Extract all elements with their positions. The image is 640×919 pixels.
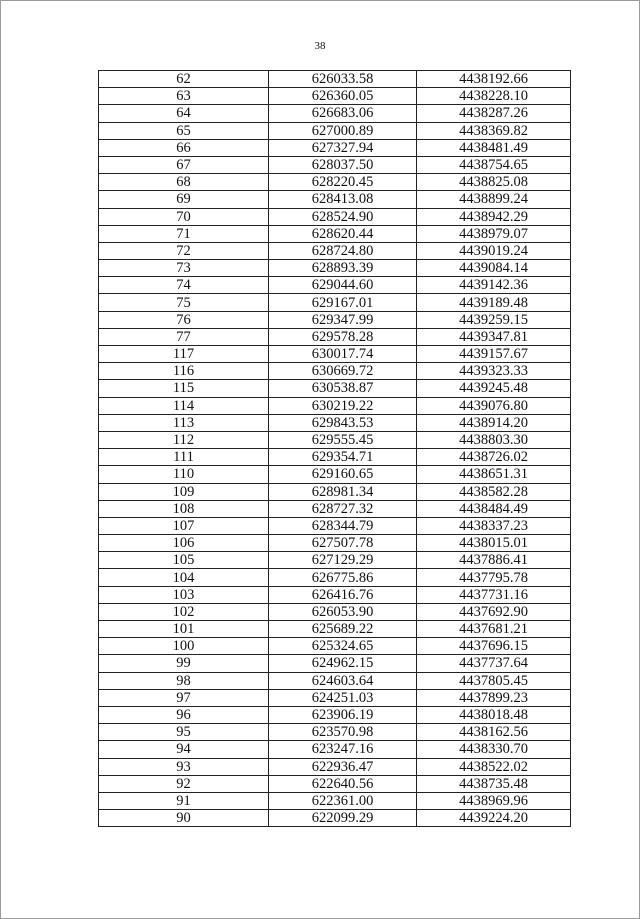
y-coordinate-cell: 4438803.30 bbox=[417, 431, 571, 448]
x-coordinate-cell: 623906.19 bbox=[269, 706, 417, 723]
point-number-cell: 90 bbox=[99, 810, 269, 827]
point-number-cell: 105 bbox=[99, 552, 269, 569]
y-coordinate-cell: 4438337.23 bbox=[417, 517, 571, 534]
point-number-cell: 96 bbox=[99, 706, 269, 723]
point-number-cell: 106 bbox=[99, 535, 269, 552]
x-coordinate-cell: 627129.29 bbox=[269, 552, 417, 569]
point-number-cell: 70 bbox=[99, 208, 269, 225]
point-number-cell: 111 bbox=[99, 449, 269, 466]
point-number-cell: 62 bbox=[99, 71, 269, 88]
x-coordinate-cell: 625324.65 bbox=[269, 638, 417, 655]
y-coordinate-cell: 4438979.07 bbox=[417, 225, 571, 242]
point-number-cell: 64 bbox=[99, 105, 269, 122]
table-row bbox=[99, 363, 571, 380]
y-coordinate-cell: 4437886.41 bbox=[417, 552, 571, 569]
table-row bbox=[99, 552, 571, 569]
x-coordinate-cell: 626683.06 bbox=[269, 105, 417, 122]
point-number-cell: 75 bbox=[99, 294, 269, 311]
y-coordinate-cell: 4438481.49 bbox=[417, 139, 571, 156]
table-row bbox=[99, 689, 571, 706]
point-number-cell: 68 bbox=[99, 174, 269, 191]
point-number-cell: 69 bbox=[99, 191, 269, 208]
x-coordinate-cell: 627327.94 bbox=[269, 139, 417, 156]
x-coordinate-cell: 629555.45 bbox=[269, 431, 417, 448]
x-coordinate-cell: 626416.76 bbox=[269, 586, 417, 603]
table-row bbox=[99, 517, 571, 534]
x-coordinate-cell: 623247.16 bbox=[269, 741, 417, 758]
y-coordinate-cell: 4437731.16 bbox=[417, 586, 571, 603]
x-coordinate-cell: 626775.86 bbox=[269, 569, 417, 586]
table-row bbox=[99, 311, 571, 328]
table-row bbox=[99, 346, 571, 363]
point-number-cell: 110 bbox=[99, 466, 269, 483]
y-coordinate-cell: 4439323.33 bbox=[417, 363, 571, 380]
point-number-cell: 100 bbox=[99, 638, 269, 655]
point-number-cell: 66 bbox=[99, 139, 269, 156]
x-coordinate-cell: 624603.64 bbox=[269, 672, 417, 689]
table-row bbox=[99, 586, 571, 603]
table-row bbox=[99, 483, 571, 500]
x-coordinate-cell: 628981.34 bbox=[269, 483, 417, 500]
table-row bbox=[99, 638, 571, 655]
y-coordinate-cell: 4439084.14 bbox=[417, 260, 571, 277]
point-number-cell: 63 bbox=[99, 88, 269, 105]
point-number-cell: 97 bbox=[99, 689, 269, 706]
coordinate-table-body bbox=[99, 71, 571, 827]
y-coordinate-cell: 4438825.08 bbox=[417, 174, 571, 191]
y-coordinate-cell: 4439142.36 bbox=[417, 277, 571, 294]
table-row bbox=[99, 294, 571, 311]
page-number: 38 bbox=[314, 40, 326, 52]
y-coordinate-cell: 4438369.82 bbox=[417, 122, 571, 139]
table-row bbox=[99, 414, 571, 431]
table-row bbox=[99, 122, 571, 139]
x-coordinate-cell: 628344.79 bbox=[269, 517, 417, 534]
x-coordinate-cell: 624962.15 bbox=[269, 655, 417, 672]
point-number-cell: 92 bbox=[99, 775, 269, 792]
x-coordinate-cell: 630017.74 bbox=[269, 346, 417, 363]
x-coordinate-cell: 623570.98 bbox=[269, 724, 417, 741]
x-coordinate-cell: 628620.44 bbox=[269, 225, 417, 242]
y-coordinate-cell: 4438899.24 bbox=[417, 191, 571, 208]
table-row bbox=[99, 105, 571, 122]
point-number-cell: 109 bbox=[99, 483, 269, 500]
y-coordinate-cell: 4438735.48 bbox=[417, 775, 571, 792]
x-coordinate-cell: 630219.22 bbox=[269, 397, 417, 414]
y-coordinate-cell: 4439245.48 bbox=[417, 380, 571, 397]
table-row bbox=[99, 156, 571, 173]
x-coordinate-cell: 629843.53 bbox=[269, 414, 417, 431]
y-coordinate-cell: 4439347.81 bbox=[417, 328, 571, 345]
x-coordinate-cell: 628220.45 bbox=[269, 174, 417, 191]
y-coordinate-cell: 4437899.23 bbox=[417, 689, 571, 706]
table-row bbox=[99, 431, 571, 448]
y-coordinate-cell: 4439224.20 bbox=[417, 810, 571, 827]
y-coordinate-cell: 4438726.02 bbox=[417, 449, 571, 466]
point-number-cell: 116 bbox=[99, 363, 269, 380]
x-coordinate-cell: 628727.32 bbox=[269, 500, 417, 517]
point-number-cell: 102 bbox=[99, 603, 269, 620]
point-number-cell: 103 bbox=[99, 586, 269, 603]
table-row bbox=[99, 535, 571, 552]
x-coordinate-cell: 630669.72 bbox=[269, 363, 417, 380]
table-row bbox=[99, 139, 571, 156]
table-row bbox=[99, 449, 571, 466]
y-coordinate-cell: 4438192.66 bbox=[417, 71, 571, 88]
y-coordinate-cell: 4438330.70 bbox=[417, 741, 571, 758]
x-coordinate-cell: 628524.90 bbox=[269, 208, 417, 225]
y-coordinate-cell: 4438484.49 bbox=[417, 500, 571, 517]
y-coordinate-cell: 4438287.26 bbox=[417, 105, 571, 122]
x-coordinate-cell: 622936.47 bbox=[269, 758, 417, 775]
point-number-cell: 114 bbox=[99, 397, 269, 414]
x-coordinate-cell: 628724.80 bbox=[269, 242, 417, 259]
table-row bbox=[99, 810, 571, 827]
point-number-cell: 98 bbox=[99, 672, 269, 689]
y-coordinate-cell: 4438582.28 bbox=[417, 483, 571, 500]
point-number-cell: 93 bbox=[99, 758, 269, 775]
x-coordinate-cell: 626053.90 bbox=[269, 603, 417, 620]
x-coordinate-cell: 625689.22 bbox=[269, 621, 417, 638]
x-coordinate-cell: 628037.50 bbox=[269, 156, 417, 173]
y-coordinate-cell: 4439259.15 bbox=[417, 311, 571, 328]
table-row bbox=[99, 174, 571, 191]
x-coordinate-cell: 629044.60 bbox=[269, 277, 417, 294]
point-number-cell: 72 bbox=[99, 242, 269, 259]
table-row bbox=[99, 277, 571, 294]
table-row bbox=[99, 775, 571, 792]
y-coordinate-cell: 4438651.31 bbox=[417, 466, 571, 483]
y-coordinate-cell: 4437692.90 bbox=[417, 603, 571, 620]
point-number-cell: 104 bbox=[99, 569, 269, 586]
table-row bbox=[99, 569, 571, 586]
table-row bbox=[99, 655, 571, 672]
y-coordinate-cell: 4439157.67 bbox=[417, 346, 571, 363]
table-row bbox=[99, 706, 571, 723]
point-number-cell: 74 bbox=[99, 277, 269, 294]
table-row bbox=[99, 71, 571, 88]
y-coordinate-cell: 4439019.24 bbox=[417, 242, 571, 259]
y-coordinate-cell: 4438942.29 bbox=[417, 208, 571, 225]
point-number-cell: 91 bbox=[99, 792, 269, 809]
y-coordinate-cell: 4437696.15 bbox=[417, 638, 571, 655]
y-coordinate-cell: 4437737.64 bbox=[417, 655, 571, 672]
y-coordinate-cell: 4438969.96 bbox=[417, 792, 571, 809]
y-coordinate-cell: 4437795.78 bbox=[417, 569, 571, 586]
x-coordinate-cell: 624251.03 bbox=[269, 689, 417, 706]
x-coordinate-cell: 630538.87 bbox=[269, 380, 417, 397]
table-row bbox=[99, 225, 571, 242]
y-coordinate-cell: 4438015.01 bbox=[417, 535, 571, 552]
table-row bbox=[99, 466, 571, 483]
y-coordinate-cell: 4439189.48 bbox=[417, 294, 571, 311]
x-coordinate-cell: 622640.56 bbox=[269, 775, 417, 792]
table-row bbox=[99, 603, 571, 620]
coordinate-table bbox=[98, 70, 571, 827]
y-coordinate-cell: 4437805.45 bbox=[417, 672, 571, 689]
point-number-cell: 95 bbox=[99, 724, 269, 741]
y-coordinate-cell: 4438228.10 bbox=[417, 88, 571, 105]
y-coordinate-cell: 4438162.56 bbox=[417, 724, 571, 741]
y-coordinate-cell: 4437681.21 bbox=[417, 621, 571, 638]
point-number-cell: 77 bbox=[99, 328, 269, 345]
table-row bbox=[99, 397, 571, 414]
point-number-cell: 65 bbox=[99, 122, 269, 139]
table-row bbox=[99, 621, 571, 638]
x-coordinate-cell: 629160.65 bbox=[269, 466, 417, 483]
table-row bbox=[99, 672, 571, 689]
table-row bbox=[99, 500, 571, 517]
table-row bbox=[99, 724, 571, 741]
x-coordinate-cell: 629167.01 bbox=[269, 294, 417, 311]
point-number-cell: 117 bbox=[99, 346, 269, 363]
point-number-cell: 76 bbox=[99, 311, 269, 328]
point-number-cell: 73 bbox=[99, 260, 269, 277]
y-coordinate-cell: 4438914.20 bbox=[417, 414, 571, 431]
table-row bbox=[99, 741, 571, 758]
x-coordinate-cell: 627000.89 bbox=[269, 122, 417, 139]
point-number-cell: 113 bbox=[99, 414, 269, 431]
x-coordinate-cell: 627507.78 bbox=[269, 535, 417, 552]
x-coordinate-cell: 626360.05 bbox=[269, 88, 417, 105]
point-number-cell: 112 bbox=[99, 431, 269, 448]
table-row bbox=[99, 88, 571, 105]
y-coordinate-cell: 4438522.02 bbox=[417, 758, 571, 775]
table-row bbox=[99, 191, 571, 208]
x-coordinate-cell: 622099.29 bbox=[269, 810, 417, 827]
y-coordinate-cell: 4439076.80 bbox=[417, 397, 571, 414]
x-coordinate-cell: 628413.08 bbox=[269, 191, 417, 208]
table-row bbox=[99, 792, 571, 809]
point-number-cell: 107 bbox=[99, 517, 269, 534]
point-number-cell: 67 bbox=[99, 156, 269, 173]
table-row bbox=[99, 328, 571, 345]
point-number-cell: 99 bbox=[99, 655, 269, 672]
table-row bbox=[99, 758, 571, 775]
x-coordinate-cell: 629354.71 bbox=[269, 449, 417, 466]
x-coordinate-cell: 629578.28 bbox=[269, 328, 417, 345]
x-coordinate-cell: 628893.39 bbox=[269, 260, 417, 277]
table-row bbox=[99, 380, 571, 397]
y-coordinate-cell: 4438018.48 bbox=[417, 706, 571, 723]
table-row bbox=[99, 260, 571, 277]
table-row bbox=[99, 208, 571, 225]
x-coordinate-cell: 626033.58 bbox=[269, 71, 417, 88]
point-number-cell: 108 bbox=[99, 500, 269, 517]
x-coordinate-cell: 622361.00 bbox=[269, 792, 417, 809]
y-coordinate-cell: 4438754.65 bbox=[417, 156, 571, 173]
point-number-cell: 115 bbox=[99, 380, 269, 397]
table-row bbox=[99, 242, 571, 259]
point-number-cell: 94 bbox=[99, 741, 269, 758]
x-coordinate-cell: 629347.99 bbox=[269, 311, 417, 328]
point-number-cell: 101 bbox=[99, 621, 269, 638]
point-number-cell: 71 bbox=[99, 225, 269, 242]
